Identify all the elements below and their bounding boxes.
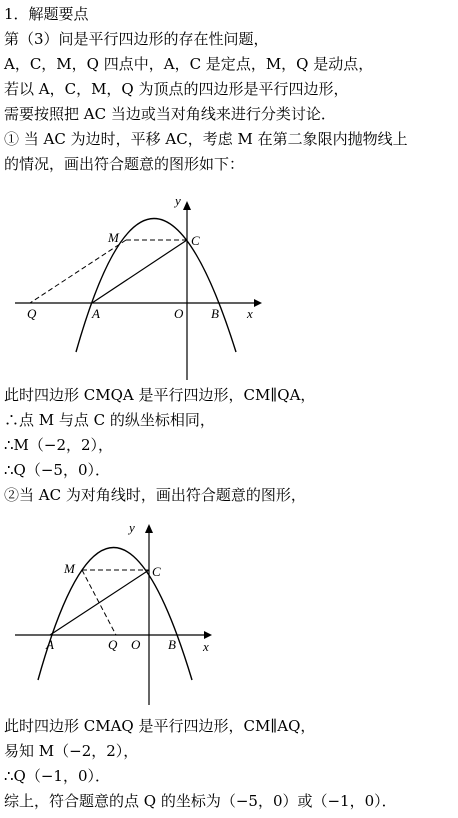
- y-axis-arrow: [183, 201, 191, 210]
- text-line-13: 此时四边形 CMAQ 是平行四边形，CM∥AQ，: [4, 717, 316, 735]
- text-line-10: ∴M（−2，2），: [4, 436, 114, 454]
- label-c: C: [152, 564, 161, 579]
- text-line-15: ∴Q（−1，0）．: [4, 767, 110, 785]
- segment-mq: [82, 570, 116, 635]
- segment-mq: [30, 240, 126, 303]
- text-line-3: A，C，M，Q 四点中，A，C 是定点，M，Q 是动点，: [4, 55, 374, 73]
- text-line-5: 需要按照把 AC 当边或当对角线来进行分类讨论．: [4, 105, 336, 123]
- text-line-14: 易知 M（−2，2），: [4, 742, 139, 760]
- text-line-4: 若以 A，C，M，Q 为顶点的四边形是平行四边形，: [4, 80, 349, 98]
- text-line-9: ∴点 M 与点 C 的纵坐标相同，: [4, 411, 215, 429]
- label-x: x: [203, 639, 209, 654]
- y-axis-arrow: [145, 524, 153, 533]
- text-line-11: ∴Q（−5，0）．: [4, 461, 110, 479]
- segment-ac: [92, 240, 187, 303]
- text-line-8: 此时四边形 CMQA 是平行四边形，CM∥QA，: [4, 386, 316, 404]
- label-q: Q: [27, 306, 37, 321]
- label-y: y: [175, 193, 181, 208]
- label-a: A: [46, 637, 54, 652]
- figure-case-1: [0, 185, 458, 380]
- label-c: C: [191, 233, 200, 248]
- label-m: M: [64, 561, 75, 576]
- x-axis-arrow: [204, 631, 212, 639]
- label-q: Q: [108, 637, 118, 652]
- label-o: O: [131, 637, 141, 652]
- label-b: B: [211, 306, 219, 321]
- label-y: y: [129, 520, 135, 535]
- text-line-7: 的情况，画出符合题意的图形如下：: [4, 155, 245, 173]
- label-b: B: [168, 637, 176, 652]
- conclusion: 综上，符合题意的点 Q 的坐标为（−5，0）或（−1，0）．: [4, 792, 397, 810]
- heading: 1．解题要点: [4, 5, 89, 23]
- text-line-12: ②当 AC 为对角线时，画出符合题意的图形，: [4, 486, 306, 504]
- label-m: M: [108, 230, 119, 245]
- label-x: x: [247, 306, 253, 321]
- parabola: [38, 548, 192, 681]
- figure-case-2: [0, 515, 458, 710]
- label-o: O: [174, 306, 184, 321]
- x-axis-arrow: [254, 299, 262, 307]
- text-line-2: 第（3）问是平行四边形的存在性问题，: [4, 30, 269, 48]
- parabola: [76, 219, 236, 353]
- label-a: A: [92, 306, 100, 321]
- text-line-6: ① 当 AC 为边时，平移 AC，考虑 M 在第二象限内抛物线上: [4, 130, 408, 148]
